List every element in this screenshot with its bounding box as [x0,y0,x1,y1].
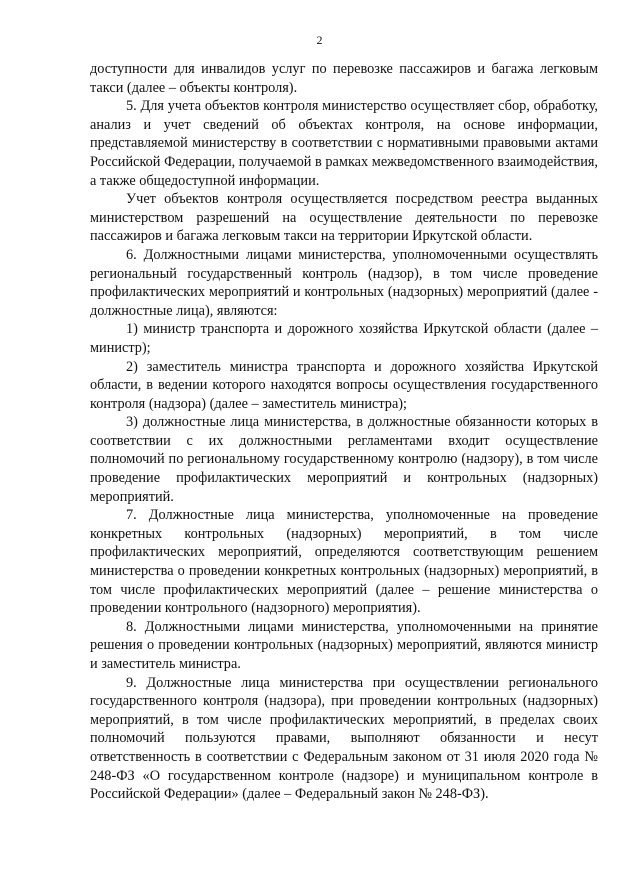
paragraph-7: 7. Должностные лица министерства, уполномоченные на проведение конкретных контрольных (надзорных) мероприятий, в том числе профилактических мероприятий, определяются соответствующим решением министерства о проведении конкретных контрольных (надзорных) мероприятий, в том числе профилактических мероприятий (далее – решение министерства о проведении контрольного (надзорного) мероприятия). [90,507,598,617]
document-body [90,60,598,804]
paragraph-9: 9. Должностные лица министерства при осуществлении регионального государственного контроля (надзора), при проведении контрольных (надзорных) мероприятий, в том числе профилактических мероприятий, в пределах своих полномочий пользуются правами, выполняют обязанности и несут ответственность в соответствии с Федеральным законом от 31 июля 2020 года № 248-ФЗ «О государственном контроле (надзоре) и муниципальном контроле в Российской Федерации» (далее – Федеральный закон № 248-ФЗ). [90,674,598,803]
paragraph-6-item-1: 1) министр транспорта и дорожного хозяйства Иркутской области (далее – министр); [90,321,598,356]
paragraph-8: 8. Должностными лицами министерства, уполномоченными на принятие решения о проведении контрольных (надзорных) мероприятий, являются министр и заместитель министра. [90,618,598,672]
page-number: 2 [316,33,323,47]
paragraph-5: 5. Для учета объектов контроля министерство осуществляет сбор, обработку, анализ и учет сведений об объектах контроля, на основе информации, представляемой министерству в соответствии с нормативными правовыми актами Российской Федерации, получаемой в рамках межведомственного взаимодействия, а также общедоступной информации. [90,98,598,189]
paragraph-5-registry: Учет объектов контроля осуществляется посредством реестра выданных министерством разрешений на осуществление деятельности по перевозке пассажиров и багажа легковым такси на территории Иркутской области. [90,191,598,245]
paragraph-6: 6. Должностными лицами министерства, уполномоченными осуществлять региональный государственный контроль (надзор), в том числе проведение профилактических мероприятий и контрольных (надзорных) мероприятий (далее - должностные лица), являются: [90,246,598,319]
paragraph-6-item-2: 2) заместитель министра транспорта и дорожного хозяйства Иркутской области, в ведении которого находятся вопросы осуществления государственного контроля (надзора) (далее – заместитель министра); [90,358,598,412]
paragraph-continuation: доступности для инвалидов услуг по перевозке пассажиров и багажа легковым такси (далее – объекты контроля). [90,61,598,96]
paragraph-6-item-3: 3) должностные лица министерства, в должностные обязанности которых в соответствии с их должностными регламентами входит осуществление полномочий по региональному государственному контролю (надзору), в том числе проведение профилактических мероприятий и контрольных (надзорных) мероприятий. [90,414,598,505]
